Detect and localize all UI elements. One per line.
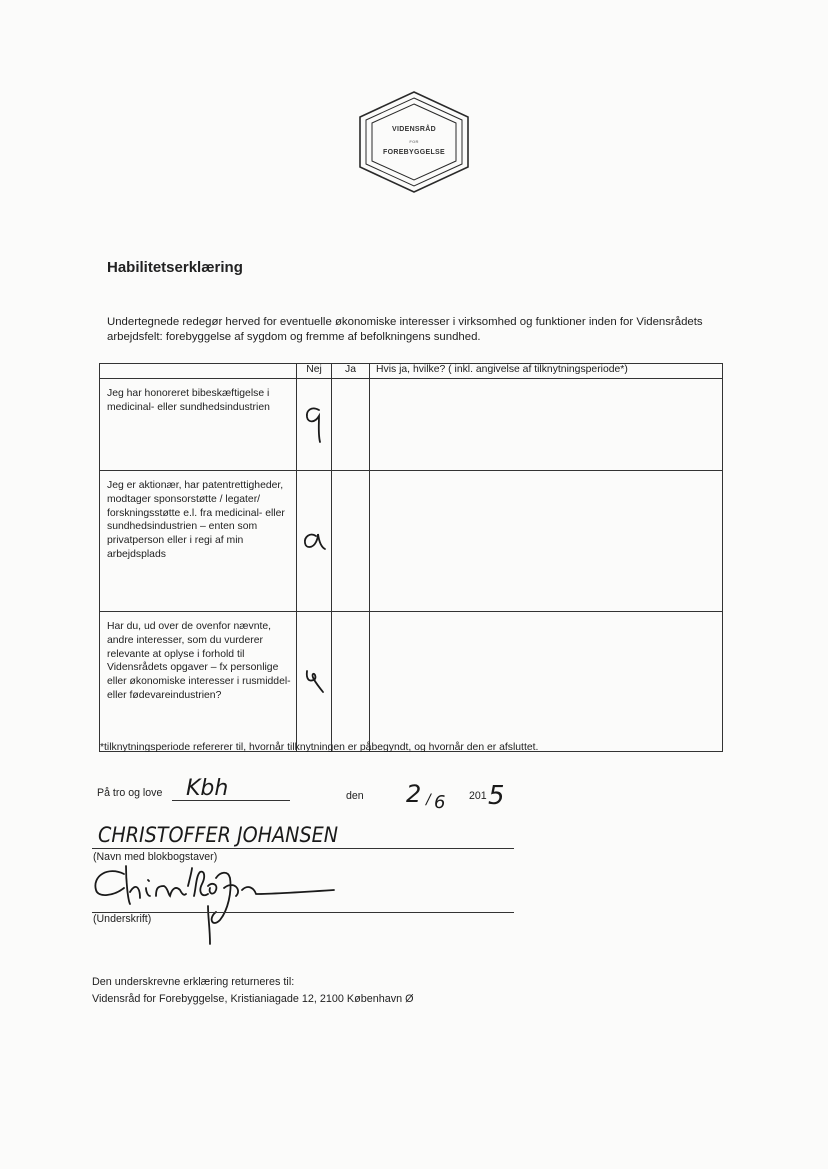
logo-text-line2: FOR: [409, 139, 419, 144]
details-cell[interactable]: [370, 379, 723, 471]
footnote: *tilknytningsperiode refererer til, hvornår tilknytningen er påbegyndt, og hvornår den er afsluttet.: [100, 742, 539, 753]
name-label: (Navn med blokbogstaver): [93, 851, 218, 863]
handwritten-check-mark-icon: [301, 665, 327, 695]
date-handwriting[interactable]: [400, 776, 460, 812]
header-ja: Ja: [332, 364, 370, 379]
place-handwriting[interactable]: [184, 770, 238, 806]
handwritten-check-mark-icon: [301, 527, 327, 553]
logo-text-line1: VIDENSRÅD: [392, 126, 436, 133]
table-row: [100, 379, 723, 471]
handwritten-check-mark-icon: [302, 402, 326, 444]
header-nej: Nej: [297, 364, 332, 379]
question-cell: Har du, ud over de ovenfor nævnte, andre interesser, som du vurderer relevante at oplyse i forhold til Vidensrådets opgaver – fx personlige eller økonomiske interesser i rusmiddel- eller fødevareindustrien?: [100, 612, 297, 752]
page-title: Habilitetserklæring: [107, 259, 243, 276]
name-handwriting[interactable]: [94, 812, 354, 852]
table-header-row: [100, 364, 723, 379]
date-month: 6: [434, 792, 446, 812]
table-row: [100, 471, 723, 612]
return-address: Vidensråd for Forebyggelse, Kristianiagade 12, 2100 København Ø: [92, 993, 414, 1005]
signature-line: [92, 912, 514, 913]
nej-checkbox[interactable]: [297, 612, 332, 752]
question-cell: Jeg er aktionær, har patentrettigheder, modtager sponsorstøtte / legater/ forskningsstøtte e.l. fra medicinal- eller sundhedsindustrien – enten som privatperson eller i regi af min arbejdsplads: [100, 471, 297, 612]
header-details: Hvis ja, hvilke? ( inkl. angivelse af tilknytningsperiode*): [370, 364, 723, 379]
year-suffix: 5: [488, 781, 505, 811]
signature-mark[interactable]: [84, 858, 344, 948]
question-cell: Jeg har honoreret bibeskæftigelse i medicinal- eller sundhedsindustrien: [100, 379, 297, 471]
nej-checkbox[interactable]: [297, 471, 332, 612]
header-question: [100, 364, 297, 379]
return-heading: Den underskrevne erklæring returneres til:: [92, 976, 295, 988]
place-value: Kbh: [186, 776, 229, 801]
name-value: CHRISTOFFER JOHANSEN: [98, 823, 339, 847]
year-prefix: 201: [469, 790, 487, 802]
ja-checkbox[interactable]: [332, 612, 370, 752]
date-label: den: [346, 790, 364, 802]
nej-checkbox[interactable]: [297, 379, 332, 471]
details-cell[interactable]: [370, 471, 723, 612]
table-row: [100, 612, 723, 752]
svg-text:/: /: [426, 792, 431, 808]
signature-label: (Underskrift): [93, 913, 152, 925]
details-cell[interactable]: [370, 612, 723, 752]
ja-checkbox[interactable]: [332, 471, 370, 612]
logo-text-line3: FOREBYGGELSE: [383, 149, 445, 156]
name-line: [92, 848, 514, 849]
vidensraad-logo: [356, 90, 472, 194]
intro-paragraph: Undertegnede redegør herved for eventuelle økonomiske interesser i virksomhed og funktioner inden for Vidensrådets arbejdsfelt: forebyggelse af sygdom og fremme af befolkningens sundhed.: [107, 316, 703, 343]
place-label: På tro og love: [97, 787, 163, 799]
year-handwriting[interactable]: [486, 776, 512, 812]
ja-checkbox[interactable]: [332, 379, 370, 471]
date-day: 2: [406, 780, 422, 808]
declaration-table: [99, 363, 723, 752]
